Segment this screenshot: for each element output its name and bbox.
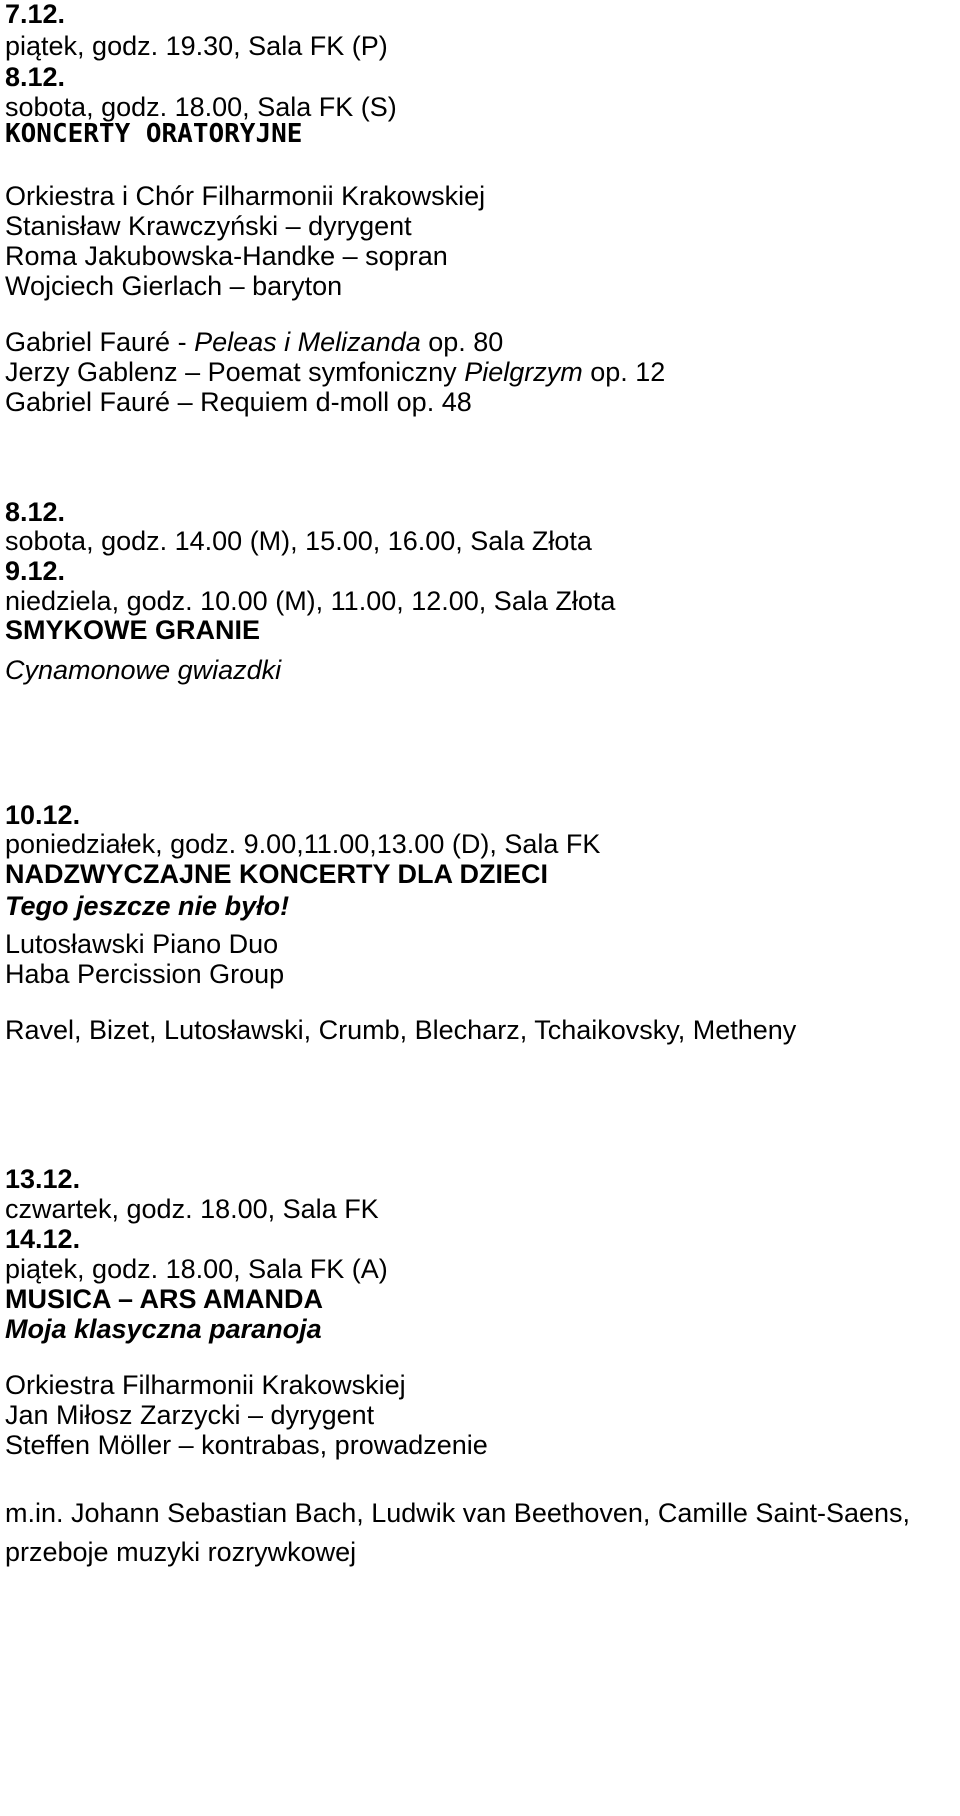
event4-date1: 13.12.	[5, 1164, 81, 1194]
program-work-title: Pielgrzym	[464, 357, 583, 387]
event3-program: Ravel, Bizet, Lutosławski, Crumb, Blecharz, Tchaikovsky, Metheny	[5, 1015, 797, 1045]
event4-subtitle: Moja klasyczna paranoja	[5, 1314, 322, 1344]
event4-time1: czwartek, godz. 18.00, Sala FK	[5, 1194, 379, 1224]
event4-date2: 14.12.	[5, 1224, 81, 1254]
event4-performer: Jan Miłosz Zarzycki – dyrygent	[5, 1400, 375, 1430]
event1-performer: Roma Jakubowska-Handke – sopran	[5, 241, 448, 271]
program-work-title: Peleas i Melizanda	[194, 327, 421, 357]
event3-subtitle: Tego jeszcze nie było!	[5, 891, 290, 921]
program-composer: Gabriel Fauré -	[5, 327, 195, 357]
event4-program: przeboje muzyki rozrywkowej	[5, 1537, 357, 1567]
event3-performer: Haba Percission Group	[5, 959, 285, 989]
event4-title: MUSICA – ARS AMANDA	[5, 1284, 324, 1314]
event2-subtitle: Cynamonowe gwiazdki	[5, 655, 282, 685]
event1-performer: Wojciech Gierlach – baryton	[5, 271, 343, 301]
event1-program-item: Gabriel Fauré – Requiem d-moll op. 48	[5, 387, 472, 417]
event1-time2: sobota, godz. 18.00, Sala FK (S)	[5, 92, 397, 122]
event4-time2: piątek, godz. 18.00, Sala FK (A)	[5, 1254, 388, 1284]
event3-performer: Lutosławski Piano Duo	[5, 929, 279, 959]
event3-title: NADZWYCZAJNE KONCERTY DLA DZIECI	[5, 859, 549, 889]
event2-date1: 8.12.	[5, 497, 66, 527]
event1-date1: 7.12.	[5, 0, 66, 29]
event4-program: m.in. Johann Sebastian Bach, Ludwik van Beethoven, Camille Saint-Saens,	[5, 1498, 911, 1528]
event1-program-item	[5, 326, 503, 358]
event4-performer: Steffen Möller – kontrabas, prowadzenie	[5, 1430, 488, 1460]
event1-performer: Stanisław Krawczyński – dyrygent	[5, 211, 412, 241]
event2-title: SMYKOWE GRANIE	[5, 615, 261, 645]
program-opus: op. 12	[582, 357, 666, 387]
event3-date: 10.12.	[5, 800, 81, 830]
event2-time2: niedziela, godz. 10.00 (M), 11.00, 12.00, Sala Złota	[5, 586, 616, 616]
event2-time1: sobota, godz. 14.00 (M), 15.00, 16.00, Sala Złota	[5, 526, 592, 556]
event3-time: poniedziałek, godz. 9.00,11.00,13.00 (D), Sala FK	[5, 829, 601, 859]
event1-time1: piątek, godz. 19.30, Sala FK (P)	[5, 31, 388, 61]
event1-date2: 8.12.	[5, 62, 66, 92]
event1-program-item	[5, 356, 665, 388]
program-composer: Jerzy Gablenz – Poemat symfoniczny	[5, 357, 465, 387]
event2-date2: 9.12.	[5, 556, 66, 586]
event1-title: KONCERTY ORATORYJNE	[5, 119, 303, 149]
event4-performer: Orkiestra Filharmonii Krakowskiej	[5, 1370, 406, 1400]
event1-performer: Orkiestra i Chór Filharmonii Krakowskiej	[5, 181, 486, 211]
program-opus: op. 80	[420, 327, 504, 357]
